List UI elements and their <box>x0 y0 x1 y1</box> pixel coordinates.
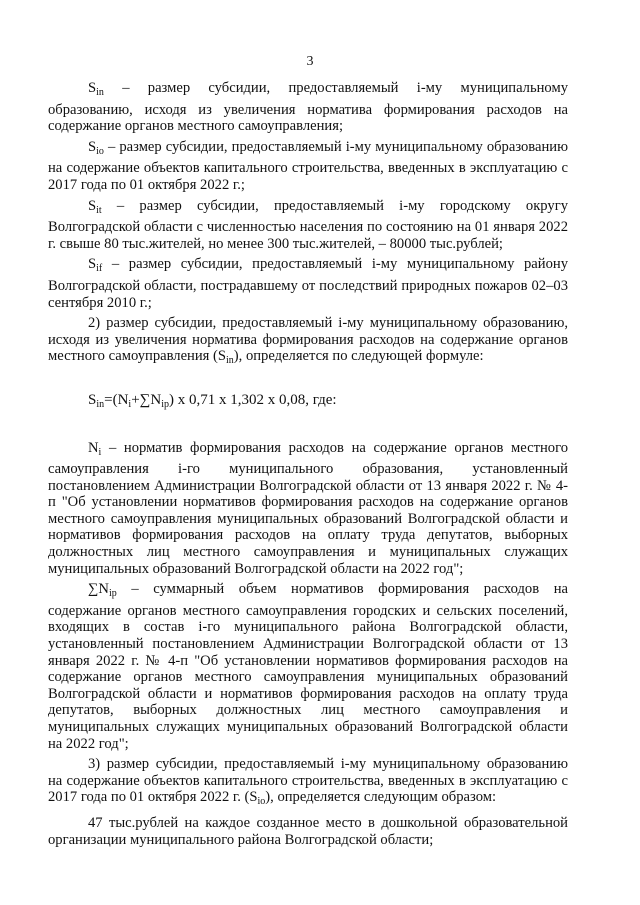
paragraph-preschool-rate: 47 тыс.рублей на каждое созданное место в дошкольной образовательной организации муниципального района Волгоградской области; <box>48 814 568 848</box>
paragraph-n-i-definition: $N_i$ – норматив формирования расходов на содержание органов местного самоуправления i-го муниципального образования, установленный постановлением Администрации Волгоградской области от 13 января 2022 г. № 4-п "Об установлении нормативов формирования расходов на содержание органов местного самоуправления муниципальных образований Волгоградской области и нормативов формирования расходов на оплату труда депутатов, выборных должностных лиц местного самоуправления и муниципальных служащих муниципальных образований Волгоградской области на 2022 год"; <box>48 439 568 577</box>
paragraph-s-if-definition: $S_{if}$ – размер субсидии, предоставляемый i-му муниципальному району Волгоградской области, пострадавшему от последствий природных пожаров 02–03 сентября 2010 г.; <box>48 256 568 311</box>
paragraph-s-io-definition: $S_{io}$ – размер субсидии, предоставляемый i-му муниципальному образованию на содержание объектов капитального строительства, введенных в эксплуатацию с 2017 года по 01 октября 2022 г.; <box>48 138 568 193</box>
page-number: 3 <box>306 54 314 69</box>
paragraph-s-it-definition: $S_{it}$ – размер субсидии, предоставляемый i-му городскому округу Волгоградской области с численностью населения по состоянию на 01 января 2022 г. свыше 80 тыс.жителей, но менее 300 тыс.жителей, – 80000 тыс.рублей; <box>48 197 568 252</box>
formula-s-in: $S_{in}=(N_i+\sum N_{ip})$ x 0,71 x 1,302 x 0,08, где: <box>88 391 337 410</box>
paragraph-s-in-definition: $S_{in}$ – размер субсидии, предоставляемый i-му муниципальному образованию, исходя из увеличения норматива формирования расходов на содержание органов местного самоуправления; <box>48 80 568 135</box>
document-body <box>48 80 568 852</box>
paragraph-sum-n-ip-definition: $\sum N_{ip}$ – суммарный объем нормативов формирования расходов на содержание органов местного самоуправления городских и сельских поселений, входящих в состав i-го муниципального района Волгоградской области, установленный постановлением Администрации Волгоградской области от 13 января 2022 г. № 4-п "Об установлении нормативов формирования расходов на содержание органов местного самоуправления муниципальных образований Волгоградской области и нормативов формирования расходов на оплату труда депутатов, выборных должностных лиц местного самоуправления и муниципальных служащих муниципальных образований Волгоградской области на 2022 год"; <box>48 581 568 752</box>
paragraph-item-3: 3) размер субсидии, предоставляемый i-му муниципальному образованию на содержание объектов капитального строительства, введенных в эксплуатацию с 2017 года по 01 октября 2022 г. $(S_{io})$, определяется следующим образом: <box>48 756 568 808</box>
paragraph-item-2: 2) размер субсидии, предоставляемый i-му муниципальному образованию, исходя из увеличения норматива формирования расходов на содержание органов местного самоуправления $(S_{in})$, определяется по следующей формуле: <box>48 315 568 367</box>
